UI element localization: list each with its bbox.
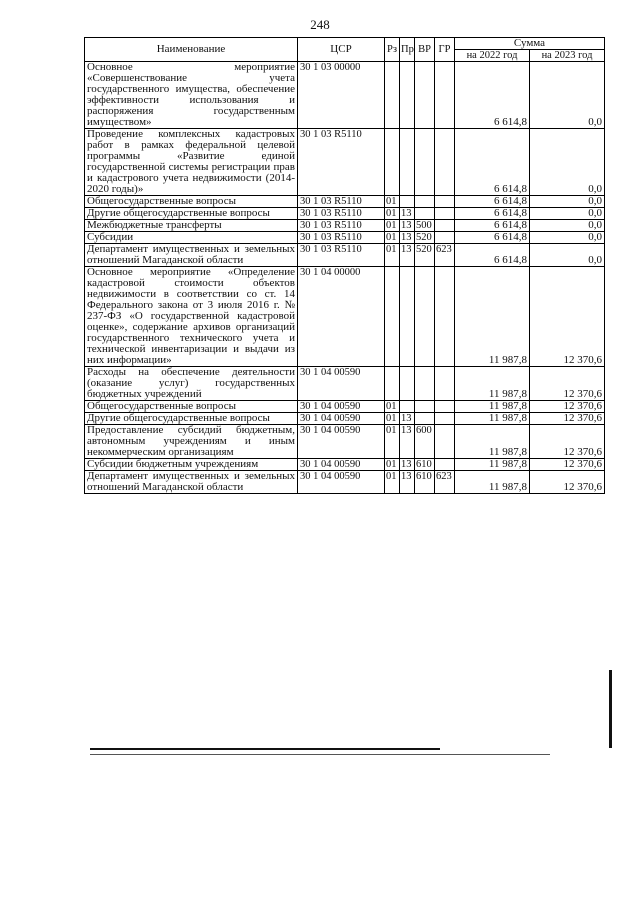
row-vr bbox=[415, 129, 435, 196]
row-csr: 30 1 04 00590 bbox=[298, 459, 385, 471]
footer-rule bbox=[90, 748, 440, 750]
row-csr: 30 1 03 00000 bbox=[298, 62, 385, 129]
row-pr: 13 bbox=[400, 220, 415, 232]
row-pr: 13 bbox=[400, 208, 415, 220]
row-name: Другие общегосударственные вопросы bbox=[85, 413, 298, 425]
row-sum-2022: 6 614,8 bbox=[455, 244, 530, 267]
header-vr: ВР bbox=[415, 38, 435, 62]
table-row bbox=[85, 459, 605, 471]
row-gr bbox=[435, 62, 455, 129]
row-pr bbox=[400, 196, 415, 208]
row-gr bbox=[435, 220, 455, 232]
row-gr bbox=[435, 232, 455, 244]
row-sum-2022: 11 987,8 bbox=[455, 267, 530, 367]
header-sum: Сумма bbox=[455, 38, 605, 50]
row-sum-2022: 6 614,8 bbox=[455, 196, 530, 208]
row-name: Департамент имущественных и земельных отношений Магаданской области bbox=[85, 471, 298, 494]
row-gr bbox=[435, 459, 455, 471]
row-gr bbox=[435, 413, 455, 425]
row-vr bbox=[415, 267, 435, 367]
budget-table bbox=[84, 37, 605, 494]
row-csr: 30 1 03 R5110 bbox=[298, 232, 385, 244]
row-sum-2023: 0,0 bbox=[530, 129, 605, 196]
table-row bbox=[85, 196, 605, 208]
row-pr bbox=[400, 267, 415, 367]
row-rz: 01 bbox=[385, 244, 400, 267]
row-gr bbox=[435, 425, 455, 459]
row-sum-2022: 11 987,8 bbox=[455, 413, 530, 425]
row-vr: 520 bbox=[415, 244, 435, 267]
table-row bbox=[85, 267, 605, 367]
row-gr: 623 bbox=[435, 244, 455, 267]
row-csr: 30 1 03 R5110 bbox=[298, 208, 385, 220]
row-sum-2023: 0,0 bbox=[530, 196, 605, 208]
table-row bbox=[85, 232, 605, 244]
row-gr bbox=[435, 267, 455, 367]
row-vr: 500 bbox=[415, 220, 435, 232]
row-vr bbox=[415, 196, 435, 208]
row-vr: 520 bbox=[415, 232, 435, 244]
row-csr: 30 1 03 R5110 bbox=[298, 129, 385, 196]
row-gr bbox=[435, 208, 455, 220]
table-row bbox=[85, 62, 605, 129]
table-row bbox=[85, 471, 605, 494]
row-rz: 01 bbox=[385, 208, 400, 220]
row-sum-2023: 12 370,6 bbox=[530, 459, 605, 471]
row-name: Предоставление субсидий бюджетным, автономным учреждениям и иным некоммерческим организациям bbox=[85, 425, 298, 459]
row-csr: 30 1 03 R5110 bbox=[298, 196, 385, 208]
row-csr: 30 1 04 00000 bbox=[298, 267, 385, 367]
row-rz: 01 bbox=[385, 220, 400, 232]
row-name: Расходы на обеспечение деятельности (оказание услуг) государственных бюджетных учреждений bbox=[85, 367, 298, 401]
row-rz: 01 bbox=[385, 196, 400, 208]
row-sum-2022: 6 614,8 bbox=[455, 232, 530, 244]
row-pr: 13 bbox=[400, 232, 415, 244]
row-sum-2023: 0,0 bbox=[530, 232, 605, 244]
row-rz bbox=[385, 367, 400, 401]
table-row bbox=[85, 244, 605, 267]
header-pr: Пр bbox=[400, 38, 415, 62]
footer-thin-rule bbox=[90, 754, 550, 755]
row-sum-2023: 12 370,6 bbox=[530, 401, 605, 413]
row-pr: 13 bbox=[400, 425, 415, 459]
row-rz bbox=[385, 267, 400, 367]
row-sum-2022: 11 987,8 bbox=[455, 401, 530, 413]
row-vr bbox=[415, 367, 435, 401]
table-row bbox=[85, 413, 605, 425]
row-vr: 600 bbox=[415, 425, 435, 459]
row-sum-2023: 0,0 bbox=[530, 220, 605, 232]
row-rz: 01 bbox=[385, 401, 400, 413]
row-csr: 30 1 04 00590 bbox=[298, 425, 385, 459]
row-pr: 13 bbox=[400, 459, 415, 471]
row-sum-2022: 11 987,8 bbox=[455, 459, 530, 471]
row-vr bbox=[415, 62, 435, 129]
row-csr: 30 1 04 00590 bbox=[298, 367, 385, 401]
row-pr bbox=[400, 401, 415, 413]
header-rz: Рз bbox=[385, 38, 400, 62]
header-name: Наименование bbox=[85, 38, 298, 62]
row-name: Департамент имущественных и земельных отношений Магаданской области bbox=[85, 244, 298, 267]
row-rz: 01 bbox=[385, 425, 400, 459]
row-name: Общегосударственные вопросы bbox=[85, 196, 298, 208]
row-gr bbox=[435, 196, 455, 208]
row-sum-2022: 6 614,8 bbox=[455, 62, 530, 129]
row-sum-2022: 11 987,8 bbox=[455, 471, 530, 494]
table-row bbox=[85, 220, 605, 232]
row-sum-2023: 12 370,6 bbox=[530, 413, 605, 425]
table-row bbox=[85, 129, 605, 196]
row-pr bbox=[400, 62, 415, 129]
row-name: Межбюджетные трансферты bbox=[85, 220, 298, 232]
row-sum-2023: 12 370,6 bbox=[530, 267, 605, 367]
table-row bbox=[85, 208, 605, 220]
row-csr: 30 1 03 R5110 bbox=[298, 220, 385, 232]
row-rz: 01 bbox=[385, 232, 400, 244]
row-vr bbox=[415, 401, 435, 413]
row-sum-2022: 11 987,8 bbox=[455, 425, 530, 459]
header-year-2023: на 2023 год bbox=[530, 50, 605, 62]
header-gr: ГР bbox=[435, 38, 455, 62]
row-rz bbox=[385, 62, 400, 129]
row-sum-2023: 0,0 bbox=[530, 244, 605, 267]
row-gr bbox=[435, 401, 455, 413]
table-row bbox=[85, 401, 605, 413]
row-vr: 610 bbox=[415, 459, 435, 471]
row-name: Другие общегосударственные вопросы bbox=[85, 208, 298, 220]
row-csr: 30 1 04 00590 bbox=[298, 401, 385, 413]
row-csr: 30 1 03 R5110 bbox=[298, 244, 385, 267]
row-gr: 623 bbox=[435, 471, 455, 494]
row-rz bbox=[385, 129, 400, 196]
header-year-2022: на 2022 год bbox=[455, 50, 530, 62]
page-number: 248 bbox=[310, 17, 330, 32]
row-vr: 610 bbox=[415, 471, 435, 494]
row-name: Основное мероприятие «Совершенствование учета государственного имущества, обеспечение эффективности использования и распоряжения государственным имуществом» bbox=[85, 62, 298, 129]
row-vr bbox=[415, 208, 435, 220]
row-sum-2023: 0,0 bbox=[530, 208, 605, 220]
row-gr bbox=[435, 129, 455, 196]
row-rz: 01 bbox=[385, 459, 400, 471]
row-pr bbox=[400, 367, 415, 401]
row-vr bbox=[415, 413, 435, 425]
row-pr bbox=[400, 129, 415, 196]
row-name: Субсидии bbox=[85, 232, 298, 244]
table-row bbox=[85, 425, 605, 459]
row-pr: 13 bbox=[400, 471, 415, 494]
row-sum-2022: 6 614,8 bbox=[455, 220, 530, 232]
row-rz: 01 bbox=[385, 413, 400, 425]
table-body bbox=[85, 62, 605, 494]
row-pr: 13 bbox=[400, 244, 415, 267]
row-name: Общегосударственные вопросы bbox=[85, 401, 298, 413]
row-sum-2023: 12 370,6 bbox=[530, 425, 605, 459]
row-sum-2023: 0,0 bbox=[530, 62, 605, 129]
row-csr: 30 1 04 00590 bbox=[298, 413, 385, 425]
row-name: Проведение комплексных кадастровых работ в рамках федеральной целевой программы «Развитие единой государственной системы регистрации прав и кадастрового учета недвижимости (2014-2020 годы)» bbox=[85, 129, 298, 196]
row-csr: 30 1 04 00590 bbox=[298, 471, 385, 494]
margin-mark bbox=[609, 670, 612, 748]
row-sum-2023: 12 370,6 bbox=[530, 471, 605, 494]
row-sum-2022: 6 614,8 bbox=[455, 129, 530, 196]
row-name: Основное мероприятие «Определение кадастровой стоимости объектов недвижимости в соответствии со ст. 14 Федерального закона от 3 июля 2016 г. № 237-ФЗ «О государственной кадастровой оценке», содержание архивов организаций государственного технического учета и технической инвентаризации и выдачи из них информации» bbox=[85, 267, 298, 367]
row-sum-2022: 11 987,8 bbox=[455, 367, 530, 401]
row-sum-2022: 6 614,8 bbox=[455, 208, 530, 220]
row-rz: 01 bbox=[385, 471, 400, 494]
row-sum-2023: 12 370,6 bbox=[530, 367, 605, 401]
row-gr bbox=[435, 367, 455, 401]
header-csr: ЦСР bbox=[298, 38, 385, 62]
table-row bbox=[85, 367, 605, 401]
row-pr: 13 bbox=[400, 413, 415, 425]
row-name: Субсидии бюджетным учреждениям bbox=[85, 459, 298, 471]
